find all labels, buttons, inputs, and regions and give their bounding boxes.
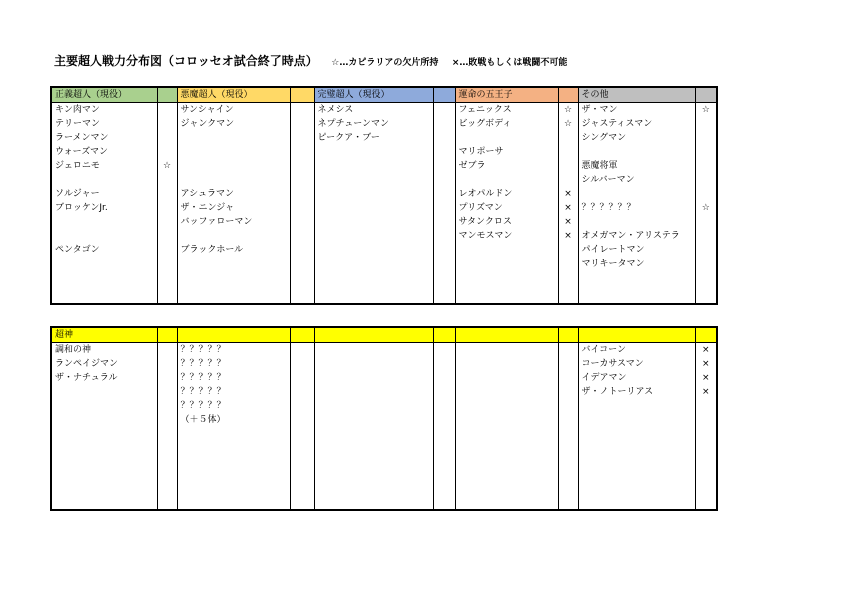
super-name-cell: バイコーン bbox=[578, 343, 695, 358]
super-mark-cell bbox=[558, 357, 578, 371]
table-row bbox=[51, 173, 717, 187]
devil-mark-cell bbox=[290, 257, 314, 271]
perfect-name-cell bbox=[314, 243, 433, 257]
page-title: 主要超人戦力分布図（コロッセオ試合終了時点） bbox=[54, 54, 318, 68]
justice-name-cell: テリーマン bbox=[51, 117, 157, 131]
devil-name-cell bbox=[177, 131, 290, 145]
justice-mark-cell bbox=[157, 243, 177, 257]
fate-mark-cell bbox=[558, 131, 578, 145]
other-name-cell: オメガマン・アリステラ bbox=[578, 229, 695, 243]
super-mark-cell bbox=[433, 413, 455, 427]
spacer-cell bbox=[51, 271, 157, 304]
perfect-name-cell bbox=[314, 201, 433, 215]
other-mark-cell bbox=[695, 131, 717, 145]
fate-name-cell bbox=[455, 257, 558, 271]
super-header-cell bbox=[177, 327, 290, 343]
super-mark-cell: × bbox=[695, 343, 717, 358]
other-mark-cell bbox=[695, 257, 717, 271]
spacer-cell bbox=[51, 427, 157, 510]
perfect-header-mark bbox=[433, 87, 455, 103]
main-power-table bbox=[50, 86, 718, 305]
legend-star: ☆…カピラリアの欠片所持 bbox=[331, 58, 439, 68]
justice-mark-cell bbox=[157, 145, 177, 159]
super-mark-cell bbox=[157, 399, 177, 413]
super-mark-cell bbox=[157, 371, 177, 385]
devil-mark-cell bbox=[290, 187, 314, 201]
fate-mark-cell bbox=[558, 173, 578, 187]
super-header-cell bbox=[578, 327, 695, 343]
super-header-cell bbox=[695, 327, 717, 343]
super-header: 超神 bbox=[51, 327, 157, 343]
perfect-mark-cell bbox=[433, 131, 455, 145]
other-mark-cell bbox=[695, 187, 717, 201]
super-mark-cell bbox=[433, 385, 455, 399]
devil-name-cell bbox=[177, 257, 290, 271]
super-name-cell bbox=[455, 399, 558, 413]
fate-name-cell: フェニックス bbox=[455, 103, 558, 118]
super-name-cell: ザ・ナチュラル bbox=[51, 371, 157, 385]
perfect-mark-cell bbox=[433, 201, 455, 215]
justice-mark-cell bbox=[157, 103, 177, 118]
perfect-name-cell bbox=[314, 145, 433, 159]
table-row bbox=[51, 159, 717, 173]
super-name-cell: 調和の神 bbox=[51, 343, 157, 358]
super-name-cell bbox=[51, 413, 157, 427]
perfect-name-cell: ネメシス bbox=[314, 103, 433, 118]
other-name-cell bbox=[578, 215, 695, 229]
table-row bbox=[51, 399, 717, 413]
justice-name-cell: ブロッケンJr. bbox=[51, 201, 157, 215]
fate-name-cell: マンモスマン bbox=[455, 229, 558, 243]
devil-mark-cell bbox=[290, 131, 314, 145]
super-header-cell bbox=[290, 327, 314, 343]
fate-name-cell bbox=[455, 173, 558, 187]
fate-name-cell: マリポーサ bbox=[455, 145, 558, 159]
table-row bbox=[51, 145, 717, 159]
super-name-cell: イデアマン bbox=[578, 371, 695, 385]
devil-mark-cell bbox=[290, 201, 314, 215]
justice-name-cell bbox=[51, 215, 157, 229]
fate-name-cell: ゼブラ bbox=[455, 159, 558, 173]
other-mark-cell: ☆ bbox=[695, 103, 717, 118]
perfect-mark-cell bbox=[433, 215, 455, 229]
super-name-cell bbox=[455, 343, 558, 358]
justice-mark-cell bbox=[157, 131, 177, 145]
super-header-cell bbox=[433, 327, 455, 343]
spacer-cell bbox=[157, 427, 177, 510]
justice-mark-cell bbox=[157, 173, 177, 187]
justice-name-cell: ラーメンマン bbox=[51, 131, 157, 145]
devil-mark-cell bbox=[290, 215, 314, 229]
other-name-cell: ジャスティスマン bbox=[578, 117, 695, 131]
super-name-cell bbox=[578, 399, 695, 413]
fate-mark-cell bbox=[558, 243, 578, 257]
devil-mark-cell bbox=[290, 103, 314, 118]
fate-mark-cell: × bbox=[558, 201, 578, 215]
spacer-cell bbox=[558, 427, 578, 510]
super-name-cell: ランペイジマン bbox=[51, 357, 157, 371]
other-mark-cell bbox=[695, 173, 717, 187]
super-mark-cell bbox=[290, 413, 314, 427]
super-name-cell: （＋５体） bbox=[177, 413, 290, 427]
spacer-cell bbox=[314, 427, 433, 510]
perfect-mark-cell bbox=[433, 257, 455, 271]
justice-name-cell bbox=[51, 229, 157, 243]
super-name-cell: ？？？？？ bbox=[177, 357, 290, 371]
perfect-name-cell: ネプチューンマン bbox=[314, 117, 433, 131]
other-name-cell: シルバーマン bbox=[578, 173, 695, 187]
fate-mark-cell: ☆ bbox=[558, 103, 578, 118]
other-name-cell: ？？？？？？ bbox=[578, 201, 695, 215]
other-name-cell: パイレートマン bbox=[578, 243, 695, 257]
fate-header-mark bbox=[558, 87, 578, 103]
header-row bbox=[51, 87, 717, 103]
fate-name-cell: サタンクロス bbox=[455, 215, 558, 229]
fate-mark-cell bbox=[558, 257, 578, 271]
spacer-cell bbox=[455, 271, 558, 304]
other-name-cell bbox=[578, 145, 695, 159]
justice-name-cell: ペンタゴン bbox=[51, 243, 157, 257]
page-title-line bbox=[54, 54, 567, 70]
super-name-cell: ？？？？？ bbox=[177, 371, 290, 385]
justice-name-cell: ウォーズマン bbox=[51, 145, 157, 159]
fate-header: 運命の五王子 bbox=[455, 87, 558, 103]
table-row bbox=[51, 103, 717, 118]
super-name-cell bbox=[314, 413, 433, 427]
super-mark-cell bbox=[157, 357, 177, 371]
spacer-cell bbox=[578, 427, 695, 510]
perfect-mark-cell bbox=[433, 117, 455, 131]
super-name-cell: ？？？？？ bbox=[177, 343, 290, 358]
devil-name-cell bbox=[177, 159, 290, 173]
super-name-cell bbox=[51, 385, 157, 399]
spacer-cell bbox=[157, 271, 177, 304]
super-mark-cell: × bbox=[695, 385, 717, 399]
super-mark-cell bbox=[157, 385, 177, 399]
fate-name-cell: レオパルドン bbox=[455, 187, 558, 201]
super-mark-cell bbox=[290, 399, 314, 413]
spacer-cell bbox=[455, 427, 558, 510]
super-name-cell bbox=[314, 385, 433, 399]
spacer-cell bbox=[695, 271, 717, 304]
table-row bbox=[51, 413, 717, 427]
spacer-cell bbox=[433, 427, 455, 510]
super-header-row bbox=[51, 327, 717, 343]
super-name-cell: ？？？？？ bbox=[177, 385, 290, 399]
justice-header-mark bbox=[157, 87, 177, 103]
table-row bbox=[51, 385, 717, 399]
perfect-mark-cell bbox=[433, 229, 455, 243]
devil-name-cell: ジャンクマン bbox=[177, 117, 290, 131]
super-mark-cell bbox=[157, 343, 177, 358]
other-name-cell: シングマン bbox=[578, 131, 695, 145]
spacer-cell bbox=[290, 427, 314, 510]
spacer-cell bbox=[578, 271, 695, 304]
super-header-cell bbox=[558, 327, 578, 343]
super-name-cell bbox=[314, 371, 433, 385]
super-name-cell bbox=[455, 371, 558, 385]
devil-name-cell: ザ・ニンジャ bbox=[177, 201, 290, 215]
devil-header: 悪魔超人（現役） bbox=[177, 87, 290, 103]
spacer-cell bbox=[177, 427, 290, 510]
table-row bbox=[51, 215, 717, 229]
fate-mark-cell: × bbox=[558, 187, 578, 201]
spacer-cell bbox=[290, 271, 314, 304]
table-row bbox=[51, 229, 717, 243]
super-header-cell bbox=[157, 327, 177, 343]
justice-name-cell bbox=[51, 257, 157, 271]
fate-name-cell bbox=[455, 131, 558, 145]
perfect-name-cell bbox=[314, 159, 433, 173]
spacer-cell bbox=[433, 271, 455, 304]
super-name-cell: ？？？？？ bbox=[177, 399, 290, 413]
perfect-name-cell bbox=[314, 229, 433, 243]
devil-mark-cell bbox=[290, 145, 314, 159]
justice-mark-cell bbox=[157, 201, 177, 215]
fate-mark-cell bbox=[558, 145, 578, 159]
super-name-cell bbox=[455, 357, 558, 371]
table-row bbox=[51, 357, 717, 371]
table-row bbox=[51, 131, 717, 145]
devil-name-cell bbox=[177, 145, 290, 159]
super-mark-cell bbox=[433, 357, 455, 371]
table-row bbox=[51, 343, 717, 358]
fate-name-cell: プリズマン bbox=[455, 201, 558, 215]
super-mark-cell bbox=[695, 413, 717, 427]
perfect-name-cell bbox=[314, 215, 433, 229]
justice-name-cell bbox=[51, 173, 157, 187]
other-header-mark bbox=[695, 87, 717, 103]
super-name-cell bbox=[51, 399, 157, 413]
devil-header-mark bbox=[290, 87, 314, 103]
super-header-cell bbox=[314, 327, 433, 343]
table-row bbox=[51, 243, 717, 257]
devil-mark-cell bbox=[290, 117, 314, 131]
table-row bbox=[51, 371, 717, 385]
other-name-cell: ザ・マン bbox=[578, 103, 695, 118]
super-name-cell bbox=[455, 385, 558, 399]
devil-mark-cell bbox=[290, 243, 314, 257]
fate-mark-cell: × bbox=[558, 215, 578, 229]
other-mark-cell: ☆ bbox=[695, 201, 717, 215]
justice-header: 正義超人（現役） bbox=[51, 87, 157, 103]
other-mark-cell bbox=[695, 117, 717, 131]
super-header-cell bbox=[455, 327, 558, 343]
justice-mark-cell bbox=[157, 117, 177, 131]
perfect-header: 完璧超人（現役） bbox=[314, 87, 433, 103]
spacer-cell bbox=[314, 271, 433, 304]
super-name-cell bbox=[455, 413, 558, 427]
perfect-name-cell bbox=[314, 173, 433, 187]
other-mark-cell bbox=[695, 215, 717, 229]
super-mark-cell bbox=[433, 343, 455, 358]
table-row bbox=[51, 257, 717, 271]
super-mark-cell bbox=[558, 413, 578, 427]
super-mark-cell: × bbox=[695, 357, 717, 371]
fate-name-cell bbox=[455, 243, 558, 257]
perfect-name-cell bbox=[314, 257, 433, 271]
super-mark-cell bbox=[433, 371, 455, 385]
super-mark-cell bbox=[558, 343, 578, 358]
spacer-cell bbox=[695, 427, 717, 510]
justice-name-cell: ソルジャー bbox=[51, 187, 157, 201]
spacer-row bbox=[51, 271, 717, 304]
super-mark-cell bbox=[157, 413, 177, 427]
super-mark-cell bbox=[695, 399, 717, 413]
spacer-cell bbox=[558, 271, 578, 304]
super-mark-cell bbox=[558, 385, 578, 399]
perfect-name-cell bbox=[314, 187, 433, 201]
legend-cross: ×…敗戦もしくは戦闘不可能 bbox=[451, 58, 568, 68]
perfect-mark-cell bbox=[433, 173, 455, 187]
super-mark-cell bbox=[290, 343, 314, 358]
other-mark-cell bbox=[695, 159, 717, 173]
perfect-mark-cell bbox=[433, 187, 455, 201]
super-god-table bbox=[50, 326, 718, 511]
fate-name-cell: ビッグボディ bbox=[455, 117, 558, 131]
devil-name-cell: アシュラマン bbox=[177, 187, 290, 201]
super-name-cell bbox=[314, 357, 433, 371]
devil-mark-cell bbox=[290, 229, 314, 243]
super-mark-cell bbox=[558, 399, 578, 413]
justice-name-cell: ジェロニモ bbox=[51, 159, 157, 173]
table-row bbox=[51, 117, 717, 131]
devil-name-cell bbox=[177, 173, 290, 187]
justice-name-cell: キン肉マン bbox=[51, 103, 157, 118]
perfect-mark-cell bbox=[433, 243, 455, 257]
super-name-cell bbox=[314, 343, 433, 358]
devil-name-cell: サンシャイン bbox=[177, 103, 290, 118]
spacer-row bbox=[51, 427, 717, 510]
justice-mark-cell bbox=[157, 215, 177, 229]
super-name-cell bbox=[578, 413, 695, 427]
devil-name-cell: ブラックホール bbox=[177, 243, 290, 257]
fate-mark-cell: ☆ bbox=[558, 117, 578, 131]
justice-mark-cell bbox=[157, 257, 177, 271]
justice-mark-cell: ☆ bbox=[157, 159, 177, 173]
other-name-cell: 悪魔将軍 bbox=[578, 159, 695, 173]
justice-mark-cell bbox=[157, 187, 177, 201]
other-mark-cell bbox=[695, 229, 717, 243]
other-header: その他 bbox=[578, 87, 695, 103]
other-name-cell bbox=[578, 187, 695, 201]
devil-mark-cell bbox=[290, 159, 314, 173]
devil-mark-cell bbox=[290, 173, 314, 187]
devil-name-cell: バッファローマン bbox=[177, 215, 290, 229]
fate-mark-cell: × bbox=[558, 229, 578, 243]
table-row bbox=[51, 187, 717, 201]
super-mark-cell bbox=[290, 371, 314, 385]
devil-name-cell bbox=[177, 229, 290, 243]
super-mark-cell bbox=[290, 357, 314, 371]
table-row bbox=[51, 201, 717, 215]
perfect-mark-cell bbox=[433, 145, 455, 159]
super-name-cell: コーカサスマン bbox=[578, 357, 695, 371]
other-name-cell: マリキータマン bbox=[578, 257, 695, 271]
super-mark-cell bbox=[433, 399, 455, 413]
perfect-name-cell: ピークア・ブー bbox=[314, 131, 433, 145]
other-mark-cell bbox=[695, 243, 717, 257]
super-mark-cell: × bbox=[695, 371, 717, 385]
perfect-mark-cell bbox=[433, 159, 455, 173]
justice-mark-cell bbox=[157, 229, 177, 243]
super-name-cell bbox=[314, 399, 433, 413]
super-mark-cell bbox=[558, 371, 578, 385]
other-mark-cell bbox=[695, 145, 717, 159]
super-name-cell: ザ・ノトーリアス bbox=[578, 385, 695, 399]
spacer-cell bbox=[177, 271, 290, 304]
super-mark-cell bbox=[290, 385, 314, 399]
fate-mark-cell bbox=[558, 159, 578, 173]
perfect-mark-cell bbox=[433, 103, 455, 118]
